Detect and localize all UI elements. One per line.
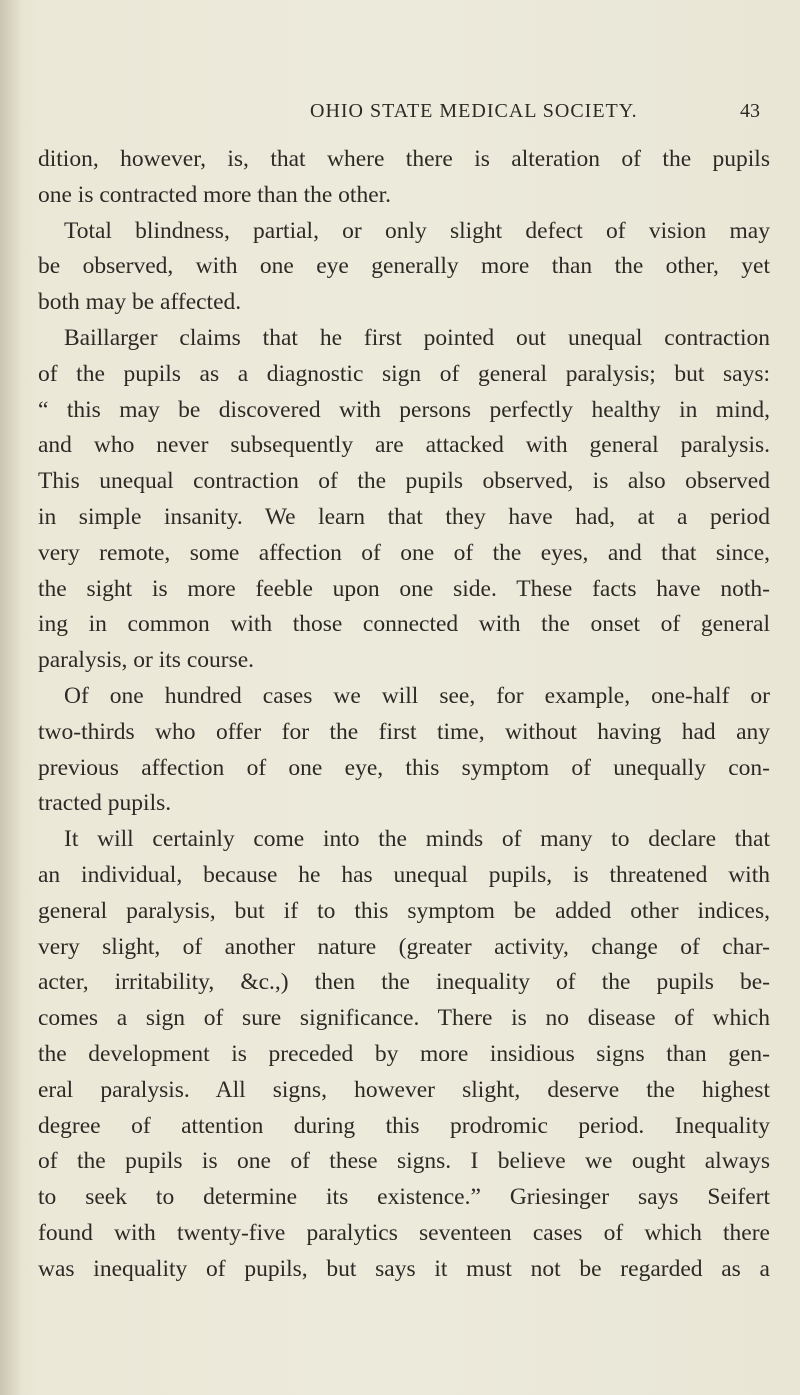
text-line: very remote, some affection of one of the eyes, and that since, — [38, 539, 770, 566]
text-line: to seek to determine its existence.” Griesinger says Seifert — [38, 1184, 770, 1211]
text-line: comes a sign of sure significance. There is no disease of which — [38, 1005, 770, 1032]
text-line: the sight is more feeble upon one side. These facts have noth- — [38, 575, 770, 602]
text-line: both may be affected. — [38, 289, 242, 316]
text-line: dition, however, is, that where there is alteration of the pupils — [38, 146, 770, 172]
text-line: the development is preceded by more insidious signs than gen- — [38, 1040, 770, 1067]
text-line: degree of attention during this prodromic period. Inequality — [38, 1112, 770, 1139]
page-gutter-shadow — [0, 0, 22, 1395]
text-line: tracted pupils. — [38, 790, 172, 817]
text-line: in simple insanity. We learn that they have had, at a period — [38, 503, 770, 530]
text-line: acter, irritability, &c.,) then the inequality of the pupils be- — [38, 969, 770, 996]
text-line: and who never subsequently are attacked with general paralysis. — [38, 432, 770, 459]
body-text — [38, 142, 770, 1288]
text-line: two-thirds who offer for the first time, without having had any — [38, 718, 770, 745]
text-line: found with twenty-five paralytics seventeen cases of which there — [38, 1219, 770, 1246]
text-line: was inequality of pupils, but says it must not be regarded as a — [38, 1255, 770, 1282]
text-line: very slight, of another nature (greater activity, change of char- — [38, 933, 770, 960]
running-title: OHIO STATE MEDICAL SOCIETY. — [310, 100, 638, 122]
text-line: It will certainly come into the minds of many to declare that — [64, 826, 770, 853]
text-line: eral paralysis. All signs, however slight, deserve the highest — [38, 1076, 770, 1103]
text-line: paralysis, or its course. — [38, 647, 255, 674]
text-line: previous affection of one eye, this symptom of unequally con- — [38, 754, 770, 781]
text-line: This unequal contraction of the pupils observed, is also observed — [38, 468, 770, 495]
text-line: general paralysis, but if to this symptom be added other indices, — [38, 897, 770, 924]
text-line: an individual, because he has unequal pupils, is threatened with — [38, 861, 770, 888]
page-number: 43 — [740, 100, 760, 122]
text-line: one is contracted more than the other. — [38, 181, 392, 208]
text-line: be observed, with one eye generally more than the other, yet — [38, 253, 770, 280]
text-line: of the pupils is one of these signs. I believe we ought always — [38, 1148, 770, 1175]
text-line: Baillarger claims that he first pointed out unequal contraction — [64, 324, 770, 351]
text-line: of the pupils as a diagnostic sign of general paralysis; but says: — [38, 360, 770, 387]
text-line: ing in common with those connected with the onset of general — [38, 611, 770, 638]
text-line: Of one hundred cases we will see, for example, one-half or — [64, 682, 770, 709]
text-line: “ this may be discovered with persons perfectly healthy in mind, — [38, 396, 770, 423]
page-header — [0, 100, 800, 130]
text-line: Total blindness, partial, or only slight defect of vision may — [64, 217, 770, 244]
